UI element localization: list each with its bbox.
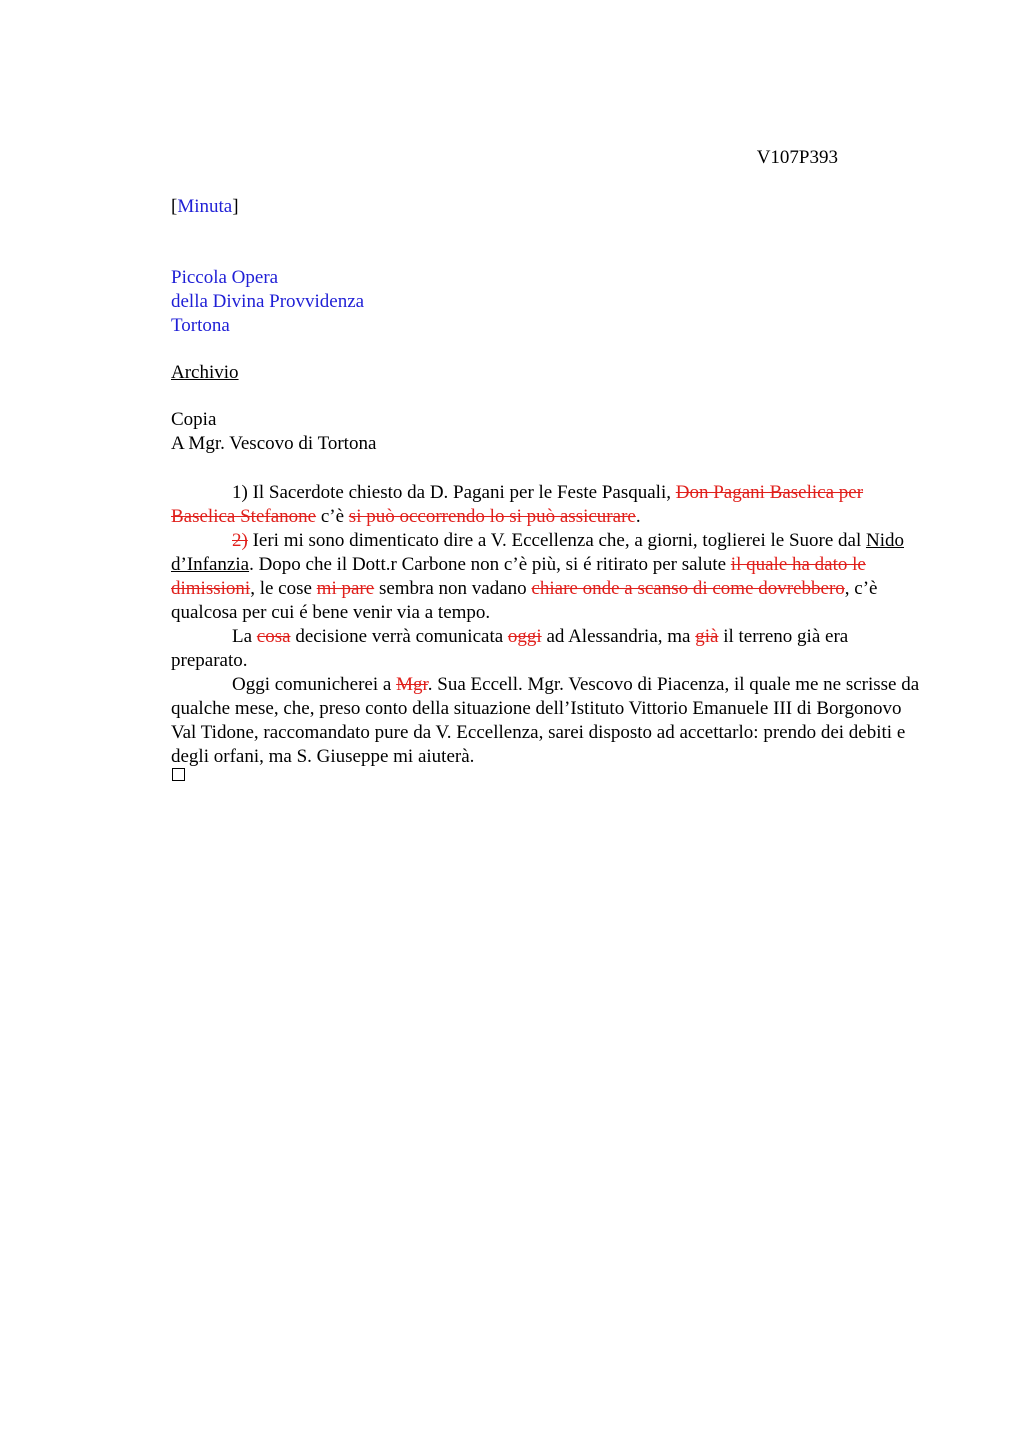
deleted-text: 2) <box>232 530 248 551</box>
paragraph-2: 2) Ieri mi sono dimenticato dire a V. Eccellenza che, a giorni, toglierei le Suore dal Nido d’Infanzia. Dopo che il Dott.r Carbone non c’è più, si é ritirato per salute il quale ha dato le dimissioni, le cose mi pare sembra non vadano chiare onde a scanso di come dovrebbero, c’è qualcosa per cui é bene venir via a tempo. <box>171 530 904 623</box>
deleted-text: cosa <box>256 626 291 647</box>
letterhead <box>171 266 921 338</box>
addressee: A Mgr. Vescovo di Tortona <box>171 433 377 454</box>
deleted-text: mi pare <box>316 578 375 599</box>
copy-block <box>171 408 921 456</box>
paragraph-1: 1) Il Sacerdote chiesto da D. Pagani per le Feste Pasquali, Don Pagani Baselica per Baselica Stefanone c’è si può occorrendo lo si può assicurare. <box>171 482 864 527</box>
letterhead-line-3: Tortona <box>171 315 230 336</box>
archive-label: Archivio <box>171 362 239 383</box>
checkbox-square-icon <box>172 768 185 781</box>
minuta-text: Minuta <box>177 196 233 217</box>
bracket-open: [ <box>171 196 178 217</box>
bracket-close: ] <box>232 196 239 217</box>
letterhead-line-1: Piccola Opera <box>171 267 279 288</box>
deleted-text: oggi <box>507 626 542 647</box>
letter-body <box>171 481 921 769</box>
document-id: V107P393 <box>756 147 838 168</box>
deleted-text: il quale ha dato le dimissioni <box>171 554 866 599</box>
letterhead-line-2: della Divina Provvidenza <box>171 291 365 312</box>
deleted-text: si può occorrendo lo si può assicurare <box>348 506 636 527</box>
underlined-text: Nido d’Infanzia <box>171 530 904 575</box>
deleted-text: Don Pagani Baselica per Baselica Stefanone <box>171 482 864 527</box>
deleted-text: chiare onde a scanso di come dovrebbero <box>531 578 845 599</box>
minuta-label <box>171 195 921 219</box>
paragraph-4: Oggi comunicherei a Mgr. Sua Eccell. Mgr. Vescovo di Piacenza, il quale me ne scrisse da qualche mese, che, preso conto della situazione dell’Istituto Vittorio Emanuele III di Borgonovo Val Tidone, raccomandato pure da V. Eccellenza, sarei disposto ad accettarlo: prendo dei debiti e degli orfani, ma S. Giuseppe mi aiuterà. <box>171 674 920 767</box>
copy-label: Copia <box>171 409 217 430</box>
deleted-text: già <box>695 626 719 647</box>
deleted-text: Mgr <box>396 674 428 695</box>
paragraph-3: La cosa decisione verrà comunicata oggi ad Alessandria, ma già il terreno già era preparato. <box>171 626 849 671</box>
